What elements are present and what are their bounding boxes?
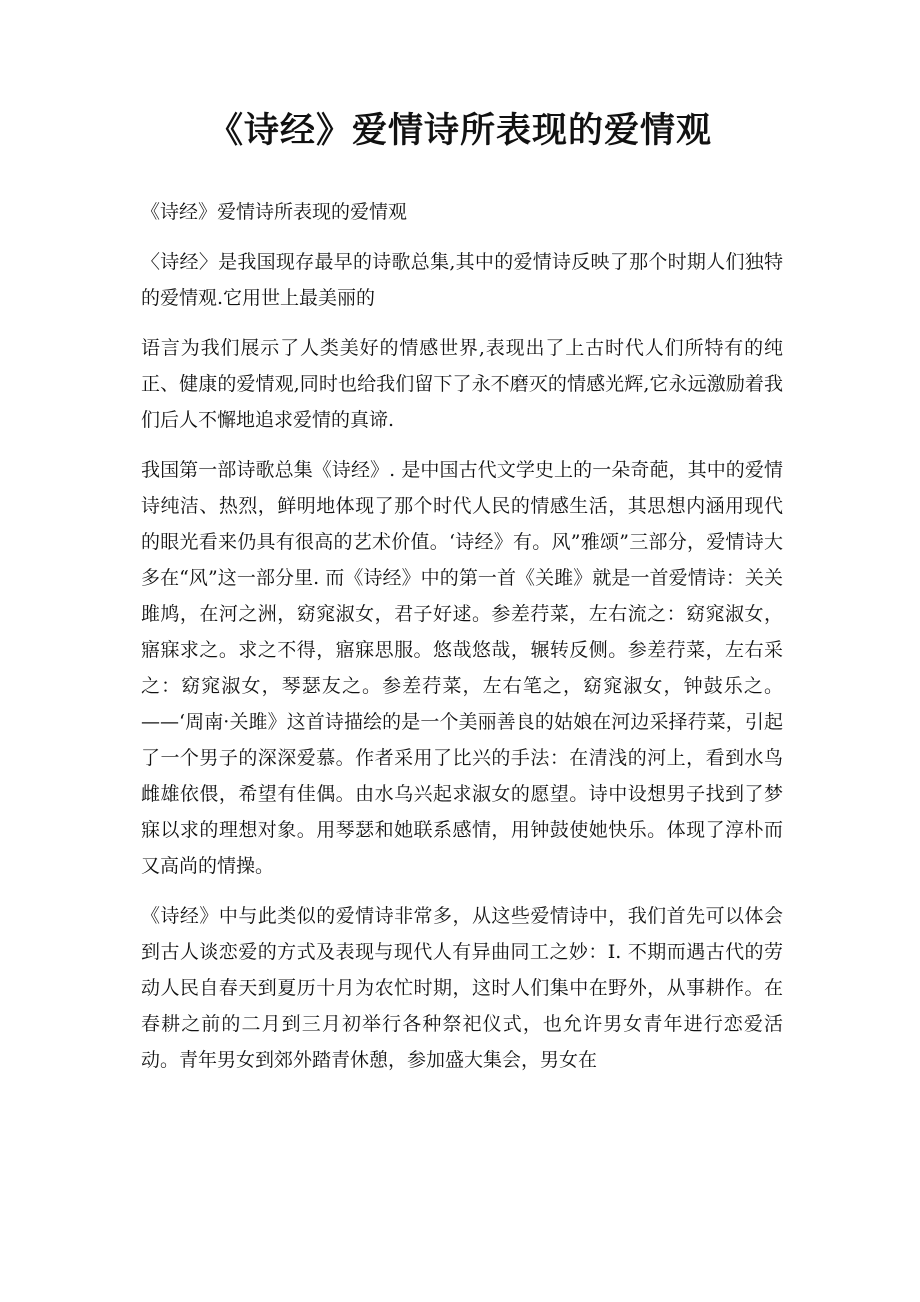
document-title: 《诗经》爱情诗所表现的爱情观 — [207, 110, 712, 151]
paragraph-intro: 〈诗经〉是我国现存最早的诗歌总集,其中的爱情诗反映了那个时期人们独特的爱情观.它用世上最美丽的 — [141, 251, 783, 309]
paragraph-subtitle: 《诗经》爱情诗所表现的爱情观 — [141, 201, 408, 223]
paragraph-guanju: 我国第一部诗歌总集《诗经》. 是中国古代文学史上的一朵奇葩，其中的爱情诗纯洁、热烈，鲜明地体现了那个时代人民的情感生活，其思想内涵用现代的眼光看来仍具有很高的艺术价值。‘诗经》有。风”雅颂”三部分，爱情诗大多在“风”这一部分里. 而《诗经》中的第一首《关雎》就是一首爱情诗：关关雎鸠，在河之洲，窈窕淑女，君子好逑。参差荇菜，左右流之：窈窕淑女，寤寐求之。求之不得，寤寐思服。悠哉悠哉，辗转反侧。参差荇菜，左右采之：窈窕淑女，琴瑟友之。参差荇菜，左右笔之，窈窕淑女，钟鼓乐之。——‘周南·关雎》这首诗描绘的是一个美丽善良的姑娘在河边采择荇菜，引起了一个男子的深深爱慕。作者采用了比兴的手法：在清浅的河上，看到水鸟雌雄依偎，希望有佳偶。由水乌兴起求淑女的愿望。诗中设想男子找到了梦寐以求的理想对象。用琴瑟和她联系感情，用钟鼓使她快乐。体现了淳朴而又高尚的情操。 — [141, 459, 783, 877]
paragraph-courtship: 《诗经》中与此类似的爱情诗非常多，从这些爱情诗中，我们首先可以体会到古人谈恋爱的方式及表现与现代人有异曲同工之妙：I. 不期而遇古代的劳动人民自春天到夏历十月为农忙时期，这时人们集中在野外，从事耕作。在春耕之前的二月到三月初举行各种祭祀仪式，也允许男女青年进行恋爱活动。青年男女到郊外踏青休憩，参加盛大集会，男女在 — [141, 905, 783, 1071]
paragraph-language: 语言为我们展示了人类美好的情感世界,表现出了上古时代人们所特有的纯正、健康的爱情观,同时也给我们留下了永不磨灭的情感光辉,它永远激励着我们后人不懈地追求爱情的真谛. — [141, 337, 783, 431]
document-body — [141, 194, 783, 1092]
